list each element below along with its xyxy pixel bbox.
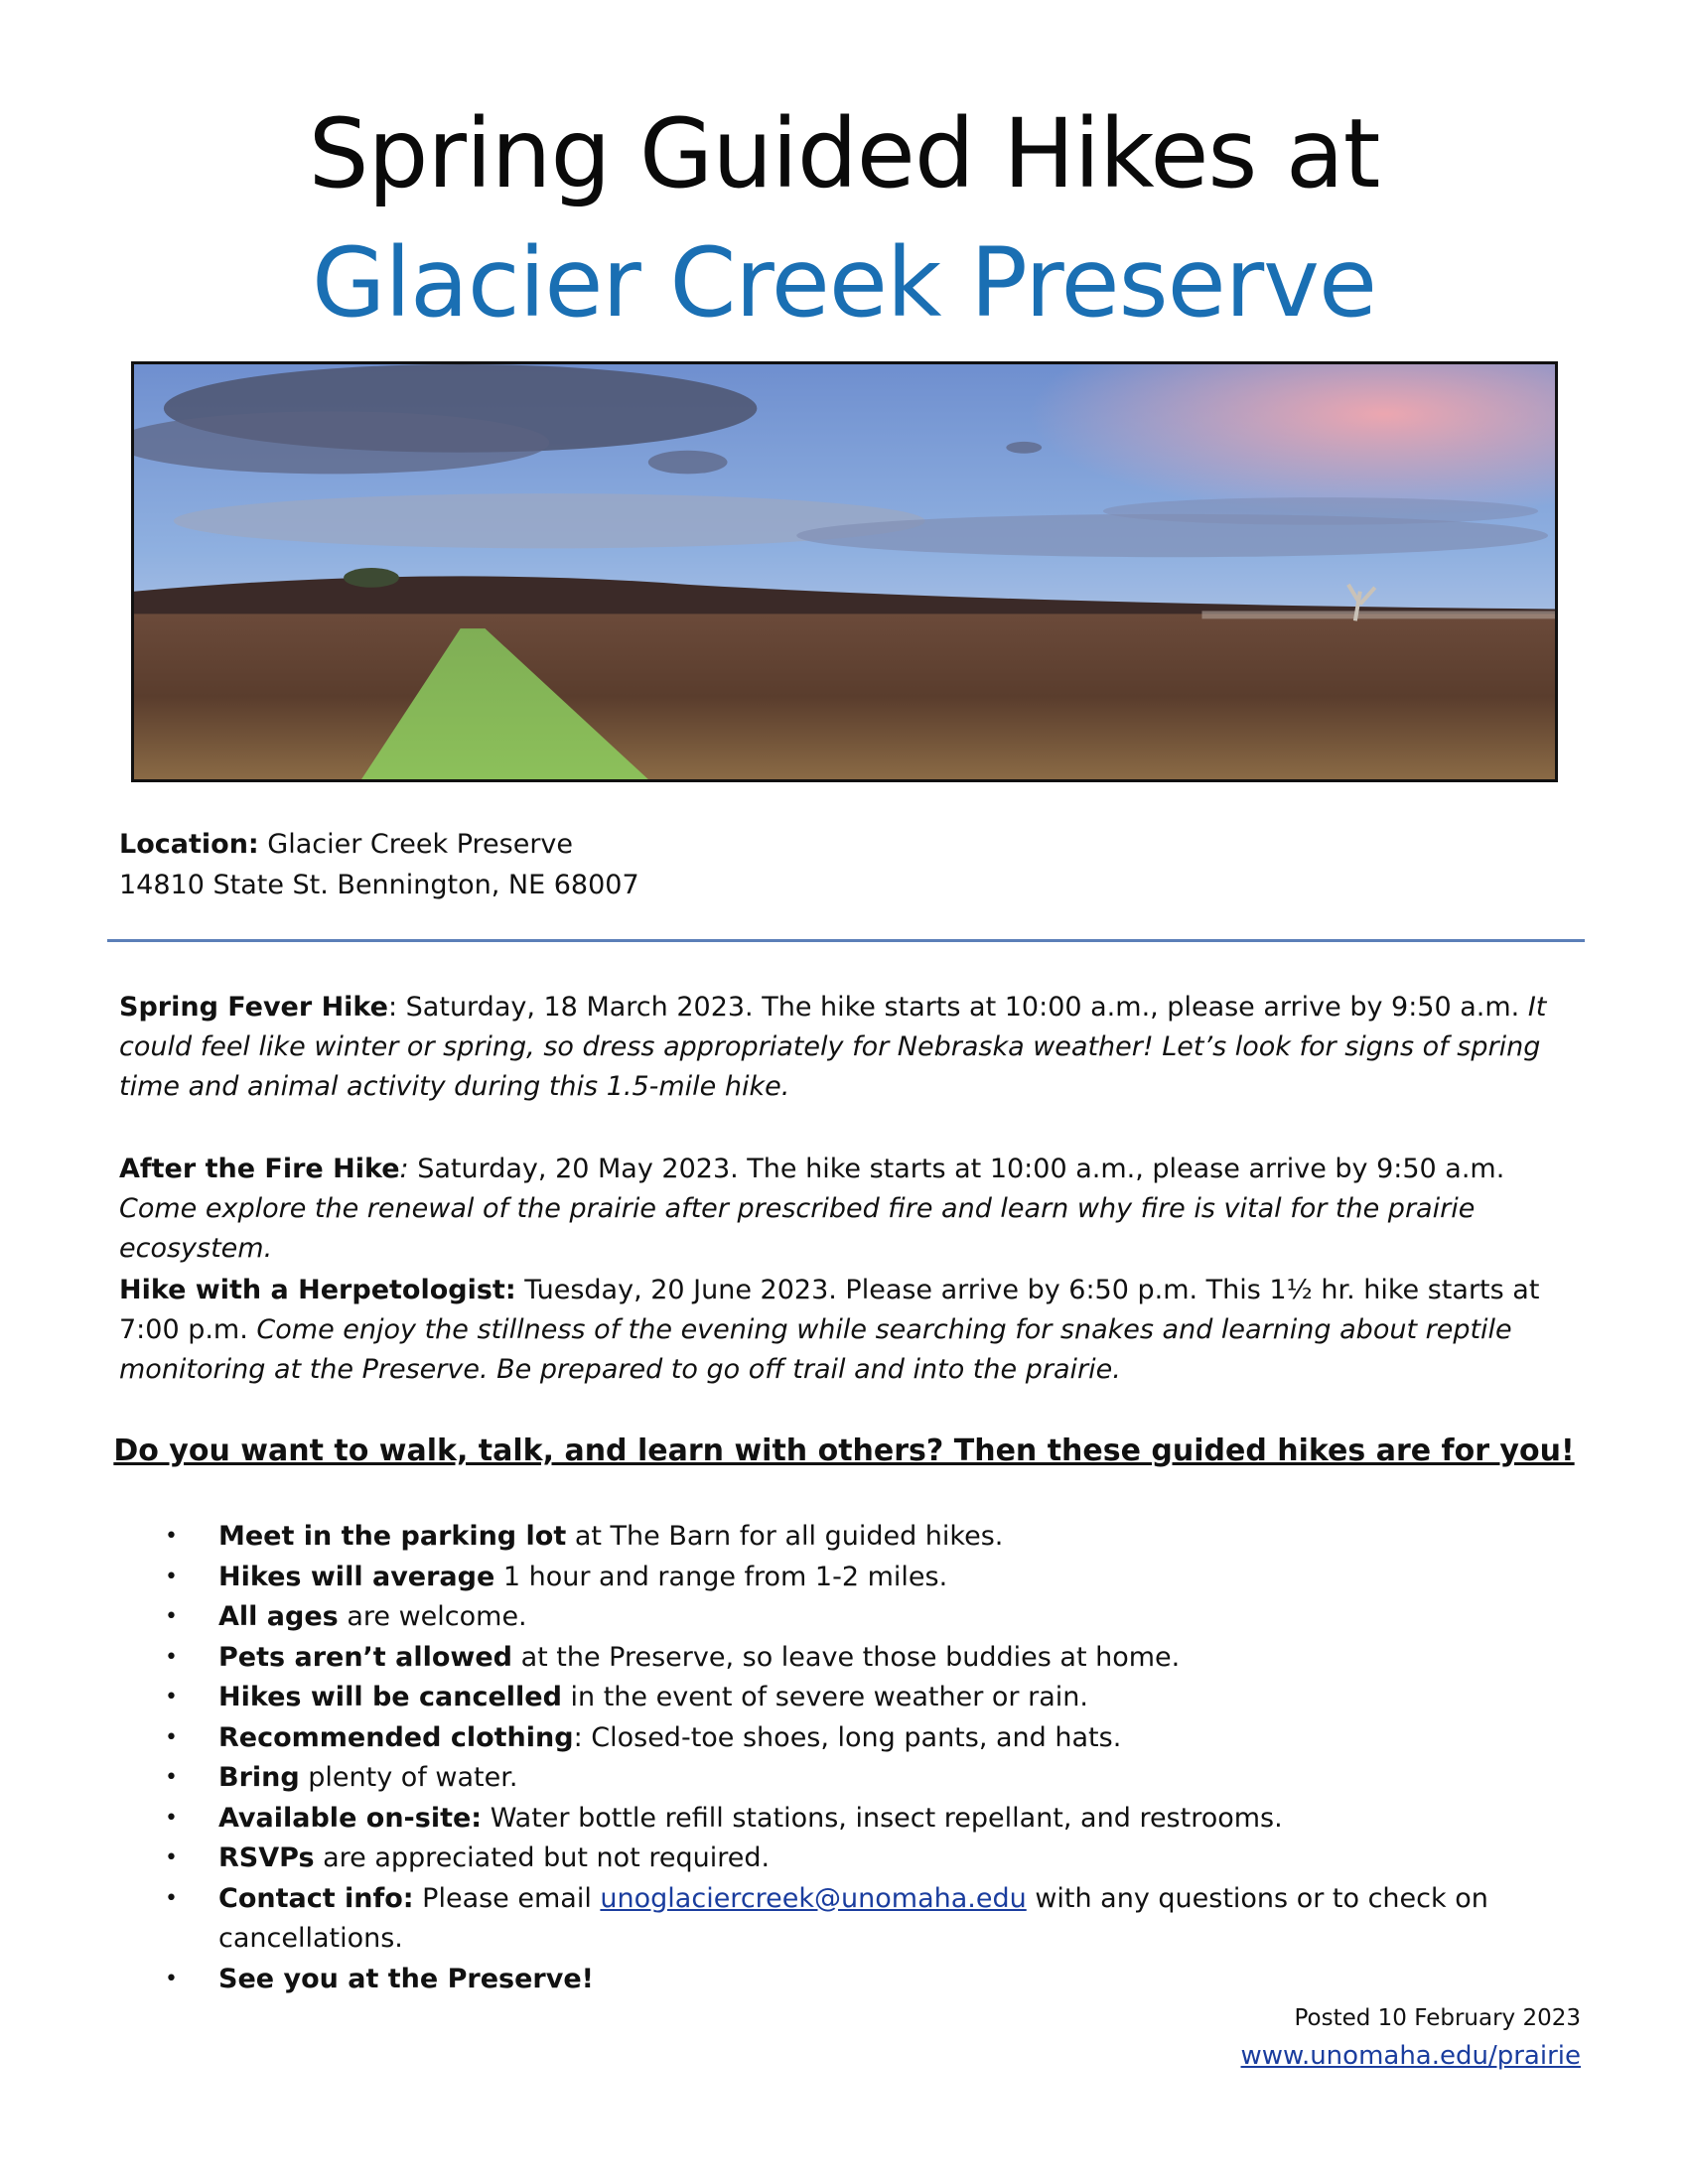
- item-text: are appreciated but not required.: [314, 1843, 771, 1873]
- item-bold: Pets aren’t allowed: [218, 1641, 512, 1673]
- list-item: [149, 1678, 1559, 1718]
- item-bold: Available on-site:: [218, 1802, 483, 1834]
- hike-details: Saturday, 18 March 2023. The hike starts at 10:00 a.m., please arrive by 9:50 a.m.: [405, 992, 1528, 1023]
- item-bold: Bring: [218, 1762, 300, 1793]
- hike-description: Come enjoy the stillness of the evening while searching for snakes and learning about reptile monitoring at the Preserve. Be prepared to go off trail and into the prairie.: [119, 1314, 1512, 1385]
- bullet-icon: •: [165, 1724, 178, 1750]
- hike-description: It could feel like winter or spring, so dress appropriately for Nebraska weather! Let’s look for signs of spring time and animal activity during this 1.5-mile hike.: [119, 992, 1547, 1102]
- section-divider: [107, 939, 1585, 942]
- location-label: Location:: [119, 829, 259, 860]
- item-bold: Recommended clothing: [218, 1721, 574, 1753]
- item-text: plenty of water.: [299, 1762, 518, 1793]
- item-bold: See you at the Preserve!: [218, 1963, 594, 1994]
- item-text: in the event of severe weather or rain.: [561, 1682, 1088, 1712]
- hike-after-the-fire: [119, 1150, 1579, 1269]
- bullet-icon: •: [165, 1644, 178, 1670]
- list-item: [149, 1839, 1559, 1879]
- item-bold: Hikes will be cancelled: [218, 1682, 562, 1712]
- bullet-icon: •: [165, 1765, 178, 1790]
- hike-description: Come explore the renewal of the prairie after prescribed fire and learn why fire is vital for the prairie ecosystem.: [119, 1193, 1476, 1264]
- hike-spring-fever: [119, 988, 1579, 1107]
- item-text: Water bottle refill stations, insect repellant, and restrooms.: [482, 1802, 1283, 1834]
- list-item: [149, 1638, 1559, 1679]
- list-item: [149, 1758, 1559, 1799]
- item-text: at the Preserve, so leave those buddies at home.: [511, 1641, 1181, 1673]
- hike-details: Saturday, 20 May 2023. The hike starts at 10:00 a.m., please arrive by 9:50 a.m.: [417, 1154, 1505, 1184]
- posted-date: Posted 10 February 2023: [1294, 2005, 1581, 2031]
- list-item: [149, 1799, 1559, 1840]
- item-text: at The Barn for all guided hikes.: [566, 1521, 1004, 1552]
- contact-email-link[interactable]: unoglaciercreek@unomaha.edu: [600, 1882, 1027, 1914]
- hike-name: Spring Fever Hike: [119, 992, 388, 1023]
- prairie-landscape-photo: [131, 361, 1558, 782]
- bullet-icon: •: [165, 1564, 178, 1589]
- title-line-1: Spring Guided Hikes at: [308, 98, 1380, 209]
- location-address: 14810 State St. Bennington, NE 68007: [119, 870, 639, 900]
- item-text: Please email: [413, 1882, 601, 1914]
- hike-sep: [516, 1275, 525, 1305]
- bullet-icon: •: [165, 1966, 178, 1991]
- hike-name: Hike with a Herpetologist:: [119, 1275, 516, 1305]
- location-line: [119, 824, 639, 865]
- hike-sep: :: [399, 1154, 418, 1184]
- title-line-2: Glacier Creek Preserve: [311, 227, 1377, 339]
- item-text: with any questions or to check on cancellations.: [218, 1882, 1488, 1954]
- item-bold: Meet in the parking lot: [218, 1521, 567, 1552]
- hike-info-list: [149, 1517, 1559, 1999]
- call-to-action-heading: Do you want to walk, talk, and learn with others? Then these guided hikes are for you!: [113, 1433, 1575, 1468]
- website-link[interactable]: www.unomaha.edu/prairie: [1240, 2041, 1581, 2071]
- list-item: [149, 1558, 1559, 1598]
- list-item: [149, 1960, 1559, 2000]
- item-text: are welcome.: [338, 1601, 527, 1632]
- location-name: Glacier Creek Preserve: [258, 829, 574, 860]
- bullet-icon: •: [165, 1685, 178, 1709]
- hike-sep: :: [387, 992, 406, 1023]
- bullet-icon: •: [165, 1524, 178, 1549]
- item-text: : Closed-toe shoes, long pants, and hats.: [573, 1721, 1122, 1753]
- item-bold: RSVPs: [218, 1843, 315, 1873]
- bullet-icon: •: [165, 1805, 178, 1831]
- item-text: 1 hour and range from 1-2 miles.: [494, 1561, 948, 1592]
- prairie-landscape-illustration: [134, 364, 1555, 779]
- hike-details: Tuesday, 20 June 2023. Please arrive by 6:50 p.m. This 1½ hr. hike starts at 7:00 p.m.: [119, 1275, 1540, 1345]
- bullet-icon: •: [165, 1604, 178, 1629]
- item-bold: All ages: [218, 1601, 339, 1632]
- item-bold: Hikes will average: [218, 1561, 495, 1592]
- posted-footer: [1241, 1999, 1581, 2076]
- list-item: [149, 1718, 1559, 1759]
- hike-herpetologist: [119, 1271, 1579, 1390]
- list-item: [149, 1597, 1559, 1638]
- list-item: [149, 1517, 1559, 1558]
- bullet-icon: •: [165, 1885, 178, 1911]
- item-bold: Contact info:: [218, 1882, 414, 1914]
- list-item: [149, 1879, 1559, 1960]
- hike-name: After the Fire Hike: [119, 1154, 400, 1184]
- bullet-icon: •: [165, 1845, 178, 1870]
- location-block: [119, 824, 639, 905]
